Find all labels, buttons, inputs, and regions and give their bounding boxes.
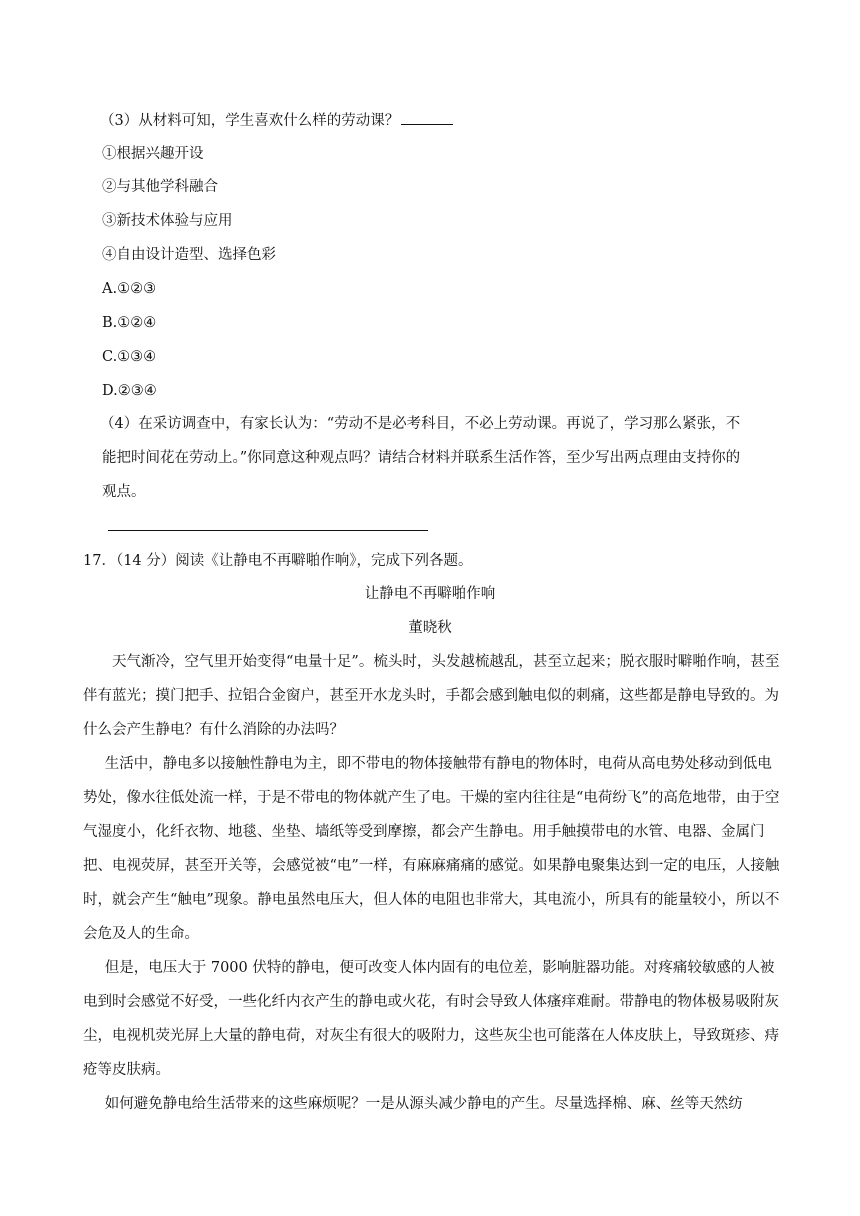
q3-option-c: C.①③④ bbox=[102, 349, 157, 365]
article-paragraph-2: 生活中，静电多以接触性静电为主，即不带电的物体接触带有静电的物体时，电荷从高电势处移动到低电势处，像水往低处流一样，于是不带电的物体就产生了电。干燥的室内往往是“电荷纷飞”的高危地带，由于空气湿度小，化纤衣物、地毯、坐垫、墙纸等受到摩擦，都会产生静电。用手触摸带电的水管、电器、金属门把、电视荧屏，甚至开关等，会感觉被“电”一样，有麻麻痛痛的感觉。如果静电聚集达到一定的电压，人接触时，就会产生“触电”现象。静电虽然电压大，但人体的电阻也非常大，其电流小，所具有的能量较小，所以不会危及人的生命。 bbox=[83, 756, 780, 942]
q3-stem bbox=[100, 110, 453, 131]
article-paragraph-4: 如何避免静电给生活带来的这些麻烦呢？一是从源头减少静电的产生。尽量选择棉、麻、丝等天然纺 bbox=[104, 1096, 743, 1112]
article-author: 董晓秋 bbox=[408, 620, 452, 636]
article-title: 让静电不再噼啪作响 bbox=[364, 586, 496, 602]
q3-option-a: A.①②③ bbox=[102, 281, 157, 297]
q3-stem-text: （3）从材料可知，学生喜欢什么样的劳动课？ bbox=[100, 113, 400, 129]
q4-line-1: （4）在采访调查中，有家长认为：“劳动不是必考科目，不必上劳动课。再说了，学习那么紧张，不 bbox=[100, 416, 741, 432]
answer-line bbox=[108, 530, 428, 531]
article-paragraph-1: 天气渐冷，空气里开始变得“电量十足”。梳头时，头发越梳越乱，甚至立起来；脱衣服时噼啪作响，甚至伴有蓝光；摸门把手、拉铝合金窗户，甚至开水龙头时，手都会感到触电似的刺痛，这些都是静电导致的。为什么会产生静电？有什么消除的办法吗？ bbox=[83, 654, 780, 738]
q3-option-b: B.①②④ bbox=[102, 315, 157, 331]
q17-header: 17．（14 分）阅读《让静电不再噼啪作响》，完成下列各题。 bbox=[83, 553, 473, 569]
q4-line-3: 观点。 bbox=[102, 484, 146, 500]
q4-line-2: 能把时间花在劳动上。”你同意这种观点吗？请结合材料并联系生活作答，至少写出两点理由支持你的 bbox=[102, 450, 741, 466]
q3-item-2: ②与其他学科融合 bbox=[102, 179, 218, 195]
q3-item-3: ③新技术体验与应用 bbox=[102, 213, 233, 229]
q3-item-1: ①根据兴趣开设 bbox=[102, 146, 204, 162]
q3-item-4: ④自由设计造型、选择色彩 bbox=[102, 247, 276, 263]
answer-blank bbox=[401, 110, 453, 125]
article-paragraph-3: 但是，电压大于 7000 伏特的静电，便可改变人体内固有的电位差，影响脏器功能。对疼痛较敏感的人被电到时会感觉不好受，一些化纤内衣产生的静电或火花，有时会导致人体瘙痒难耐。带静电的物体极易吸附灰尘，电视机荧光屏上大量的静电荷，对灰尘有很大的吸附力，这些灰尘也可能落在人体皮肤上，导致斑疹、痔疮等皮肤病。 bbox=[83, 960, 779, 1078]
q3-option-d: D.②③④ bbox=[102, 383, 157, 399]
